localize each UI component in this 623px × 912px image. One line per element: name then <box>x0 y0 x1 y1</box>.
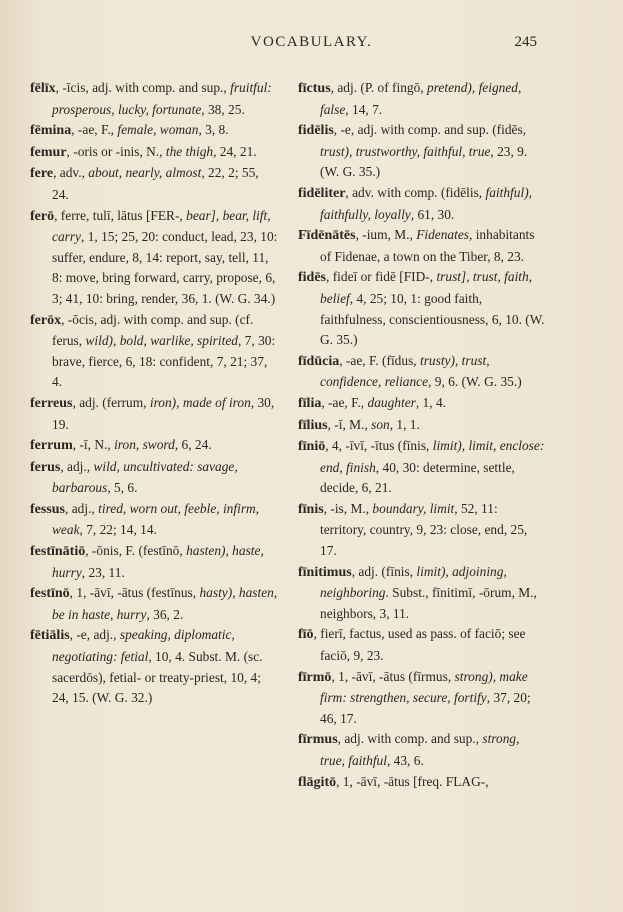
entry-definition: hasten), haste, hurry <box>52 543 264 580</box>
dictionary-entry <box>30 499 278 541</box>
dictionary-entry <box>30 142 278 164</box>
entry-reference: , 10, 4. Subst. M. (sc. sacerdōs), fetial- or treaty-priest, 10, 4; 24, 15. (W. G. 32.) <box>52 649 263 706</box>
dictionary-entry <box>30 457 278 499</box>
dictionary-entry <box>298 120 546 183</box>
entry-grammar: , adj., <box>65 500 99 516</box>
dictionary-entry <box>298 499 546 562</box>
entry-reference: , 3, 8. <box>198 122 229 138</box>
headword: festīnātiō <box>30 544 86 560</box>
entry-definition: iron, sword <box>114 437 175 453</box>
entry-grammar: , -e, adj. with comp. and sup. (fidēs, <box>333 122 527 138</box>
headword: flāgitō <box>298 774 337 790</box>
dictionary-entry <box>298 351 546 393</box>
headword: fīctus <box>298 81 331 96</box>
headword: femur <box>30 144 67 160</box>
entry-grammar: , adv. with comp. (fidēlis, <box>345 184 486 200</box>
headword: fidēlis <box>298 123 334 139</box>
entry-reference: , 61, 30. <box>410 206 455 222</box>
entry-definition: daughter <box>367 394 416 410</box>
entry-grammar: , -ae, F., <box>71 122 118 138</box>
entry-definition: iron), made of iron <box>149 394 251 410</box>
entry-reference: , 1, 4. <box>415 394 446 410</box>
entry-reference: , 23, 11. <box>81 564 125 580</box>
entry-definition: pretend), feigned, false <box>320 80 522 117</box>
entry-definition: strong, true, faithful <box>320 731 520 768</box>
page-header <box>0 34 623 58</box>
entry-reference: , 7, 30: brave, fierce, 6, 18: confident, 7, 21; 37, 4. <box>52 333 276 390</box>
dictionary-entry <box>30 435 278 457</box>
headword: fētiālis <box>30 628 70 644</box>
entry-grammar: , ferre, tulī, lātus [FER-, <box>54 207 187 223</box>
entry-definition: the thigh <box>165 143 214 159</box>
entry-grammar: , adj. with comp. and sup., <box>337 731 483 747</box>
entry-reference: , inhabitants of Fidenae, a town on the Tiber, 8, 23. <box>320 227 535 264</box>
headword: fessus <box>30 501 66 517</box>
entry-grammar: , -ium, M., <box>355 227 417 243</box>
entry-reference: , 36, 2. <box>146 606 184 622</box>
headword: fīō <box>298 627 314 643</box>
headword: fīdūcia <box>298 353 340 369</box>
entry-definition: wild), bold, warlike, spirited <box>85 333 238 349</box>
left-column <box>30 78 278 793</box>
headword: Fīdēnātēs <box>298 228 356 244</box>
entry-definition: limit), limit, enclose: end, finish <box>320 438 545 475</box>
entry-reference: , 5, 6. <box>107 480 138 496</box>
dictionary-entry <box>298 267 546 350</box>
headword: fere <box>30 166 54 182</box>
entry-reference: , 9, 6. (W. G. 35.) <box>428 374 522 390</box>
entry-reference: , 23, 9. (W. G. 35.) <box>320 143 528 180</box>
dictionary-entry <box>30 78 278 120</box>
headword: fīrmō <box>298 669 332 685</box>
dictionary-entry <box>30 583 278 625</box>
dictionary-entry <box>30 163 278 205</box>
entry-grammar: , fideī or fidē [FID-, <box>326 269 437 285</box>
dictionary-entry <box>30 206 278 310</box>
headword: fidēliter <box>298 185 346 201</box>
entry-definition: tired, worn out, feeble, infirm, weak <box>52 500 260 538</box>
entry-grammar: , -ī, N., <box>72 437 115 453</box>
dictionary-entry <box>30 310 278 393</box>
dictionary-entry <box>30 541 278 583</box>
dictionary-entry <box>298 183 546 225</box>
entry-grammar: , 1, -āvī, -ātus [freq. FLAG-, <box>336 773 489 789</box>
entry-reference: , 24, 21. <box>213 143 257 159</box>
headword: festīnō <box>30 586 70 602</box>
entry-reference: , 22, 2; 55, 24. <box>52 165 259 202</box>
entry-grammar: , adj., <box>60 458 94 474</box>
headword: ferōx <box>30 312 62 328</box>
entry-definition: son <box>371 416 390 432</box>
dictionary-entry <box>298 225 546 267</box>
dictionary-entry <box>298 562 546 625</box>
entry-reference: , 38, 25. <box>201 101 245 117</box>
entry-reference: , 30, 19. <box>52 394 275 432</box>
entry-grammar: , adj. (ferrum, <box>72 394 150 410</box>
entry-grammar: , adj. (fīnis, <box>351 563 417 579</box>
headword: fēmina <box>30 123 72 139</box>
dictionary-entry <box>298 436 546 499</box>
entry-reference: , 7, 22; 14, 14. <box>79 522 157 538</box>
entry-definition: female, woman <box>117 122 199 138</box>
running-title: VOCABULARY. <box>250 34 373 50</box>
entry-reference: , 1, 1. <box>389 416 420 432</box>
dictionary-entry <box>298 772 546 794</box>
headword: fidēs <box>298 270 326 286</box>
entry-definition: speaking, diplomatic, negotiating: fetial <box>52 627 235 665</box>
entry-reference: , 52, 11: territory, country, 9, 23: close, end, 25, 17. <box>320 500 528 559</box>
entry-grammar: , 1, -āvī, -ātus (festīnus, <box>69 585 200 601</box>
entry-grammar: , -ōcis, adj. with comp. and sup. (cf. ferus, <box>52 311 254 349</box>
entry-grammar: , adv., <box>53 165 89 181</box>
entry-reference: , 6, 24. <box>174 437 212 453</box>
entry-grammar: , -is, M., <box>323 500 373 516</box>
right-column <box>298 78 546 793</box>
entry-grammar: , 1, -āvī, -ātus (fīrmus, <box>331 668 455 684</box>
headword: ferreus <box>30 395 73 411</box>
headword: fīrmus <box>298 732 338 748</box>
entry-reference: , 1, 15; 25, 20: conduct, lead, 23, 10: suffer, endure, 8, 14: report, say, tell, 11, 8: move, bring forward, carry, propose, 6, 3; 41, 10: bring, render, 36, 1. (W. G. 34.) <box>52 229 278 306</box>
dictionary-entry <box>298 415 546 437</box>
dictionary-entry <box>30 393 278 435</box>
entry-definition: fruitful: prosperous, lucky, fortunate <box>52 80 272 117</box>
dictionary-entry <box>30 625 278 708</box>
entry-definition: about, nearly, almost <box>88 165 202 181</box>
entry-definition: trust), trustworthy, faithful, true <box>320 143 491 159</box>
entry-grammar: , -ōnis, F. (festīnō, <box>85 543 187 559</box>
entry-definition: trusty), trust, confidence, reliance <box>320 352 490 390</box>
entry-grammar: , -oris or -inis, N., <box>66 143 166 159</box>
entry-grammar: , adj. (P. of fingō, <box>330 80 428 95</box>
dictionary-entry <box>298 393 546 415</box>
entry-reference: , 14, 7. <box>345 101 383 117</box>
headword: fēlīx <box>30 81 56 96</box>
dictionary-entry <box>298 78 546 120</box>
entry-definition: hasty), hasten, be in haste, hurry <box>52 585 278 622</box>
dictionary-entry <box>298 667 546 730</box>
entry-grammar: , -īcis, adj. with comp. and sup., <box>55 80 231 95</box>
dictionary-entry <box>30 120 278 142</box>
headword: ferō <box>30 208 55 224</box>
headword: ferus <box>30 459 61 475</box>
entry-definition: strong), make firm: strengthen, secure, fortify <box>320 668 528 706</box>
entry-definition: limit), adjoining, neighboring <box>320 563 507 601</box>
entry-definition: faithful), faithfully, loyally <box>320 184 532 222</box>
entry-reference: . Subst., fīnitimī, -ōrum, M., neighbors, 3, 11. <box>320 585 537 621</box>
dictionary-entry <box>298 729 546 771</box>
headword: fīnis <box>298 501 324 517</box>
headword: fīniō <box>298 439 326 455</box>
entry-grammar: , -ī, M., <box>327 416 372 432</box>
headword: ferrum <box>30 438 73 454</box>
entry-definition: boundary, limit <box>372 500 455 516</box>
entry-reference: , 37, 20; 46, 17. <box>320 690 531 726</box>
entry-reference: , 4, 25; 10, 1: good faith, faithfulness, conscientiousness, 6, 10. (W. G. 35.) <box>320 290 545 348</box>
vocabulary-columns <box>30 78 546 793</box>
entry-grammar: , 4, -īvī, -ītus (fīnis, <box>325 438 433 454</box>
headword: fīnitimus <box>298 564 352 580</box>
entry-definition: bear], bear, lift, carry <box>52 207 271 245</box>
entry-definition: wild, uncultivated: savage, barbarous <box>52 458 238 496</box>
page-number: 245 <box>514 34 537 50</box>
entry-reference: , 43, 6. <box>386 753 424 768</box>
entry-grammar: , -ae, F. (fīdus, <box>339 352 420 368</box>
entry-grammar: , -ae, F., <box>321 394 368 410</box>
entry-definition: Fidenates <box>416 227 470 243</box>
entry-reference: , 40, 30: determine, settle, decide, 6, 21. <box>320 459 515 496</box>
headword: fīlius <box>298 417 328 433</box>
headword: fīlia <box>298 395 322 411</box>
dictionary-entry <box>298 624 546 666</box>
entry-grammar: , fierī, factus, used as pass. of faciō; see faciō, 9, 23. <box>313 626 526 664</box>
entry-definition: trust], trust, faith, belief <box>320 269 533 306</box>
entry-grammar: , -e, adj., <box>69 627 120 643</box>
